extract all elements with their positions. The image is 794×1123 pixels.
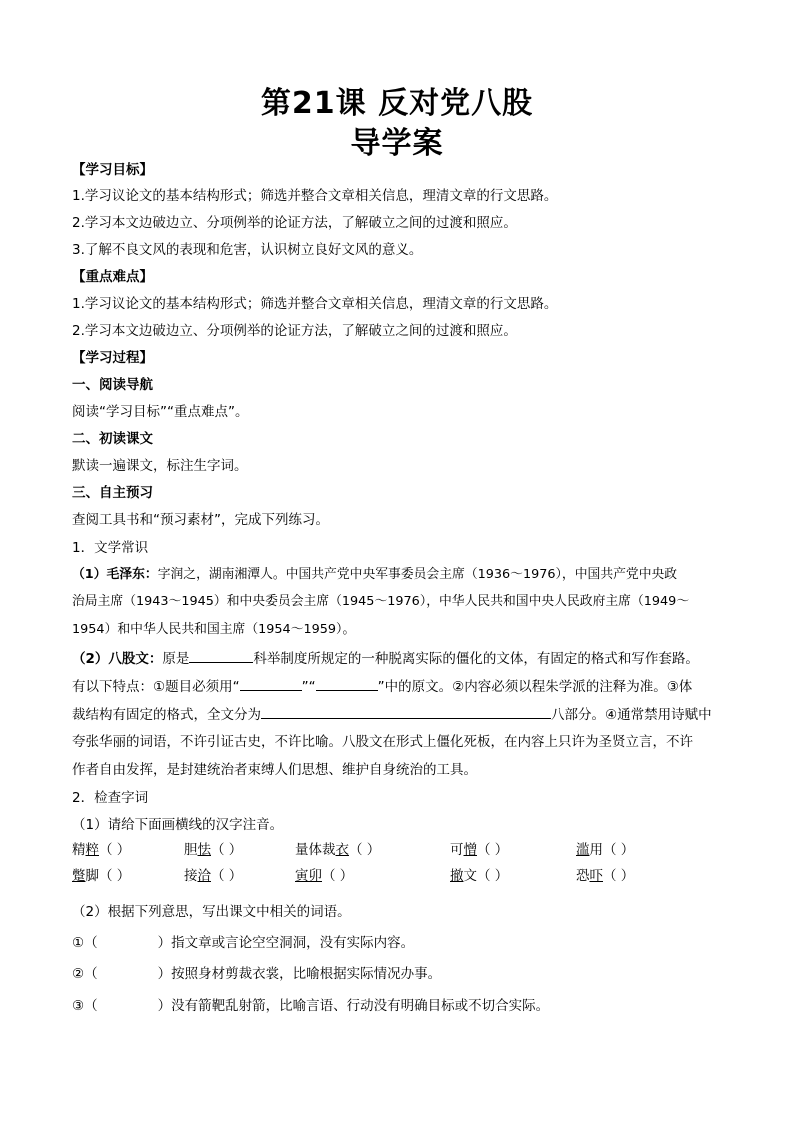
bagu-label: （2）八股文： — [72, 651, 163, 667]
bagu-line-4: 夸张华丽的词语，不许引证古史，不许比喻。八股文在形式上僵化死板，在内容上只许为圣贤立言，不许 — [72, 734, 693, 750]
check-heading: 2．检查字词 — [72, 790, 149, 806]
goal-item: 2.学习本文边破边立、分项例举的论证方法，了解破立之间的过渡和照应。 — [72, 215, 517, 231]
fill-blank[interactable] — [189, 648, 253, 663]
pinyin-item[interactable]: 精粹（ ） — [72, 842, 131, 858]
bagu-line-1: （2）八股文：原是 科举制度所规定的一种脱离实际的僵化的文体，有固定的格式和写作套路。 — [72, 648, 699, 669]
key-heading: 【重点难点】 — [72, 269, 153, 285]
lesson-subtitle: 导学案 — [350, 126, 444, 161]
key-item: 1.学习议论文的基本结构形式；筛选并整合文章相关信息，理清文章的行文思路。 — [72, 296, 558, 312]
fill-blank[interactable] — [261, 704, 551, 719]
step3-heading: 三、自主预习 — [72, 485, 153, 501]
pinyin-item[interactable]: 恐吓（ ） — [576, 868, 635, 884]
mao-line-2: 治局主席（1943～1945）和中央委员会主席（1945～1976），中华人民共和国中央人民政府主席（1949～ — [72, 594, 690, 609]
pinyin-item[interactable]: 蹩脚（ ） — [72, 868, 131, 884]
mao-line-3: 1954）和中华人民共和国主席（1954～1959）。 — [72, 622, 356, 637]
process-heading: 【学习过程】 — [72, 350, 153, 366]
words-heading: （2）根据下列意思，写出课文中相关的词语。 — [72, 904, 351, 920]
word-item[interactable]: ②（ ）按照身材剪裁衣裳，比喻根据实际情况办事。 — [72, 966, 442, 982]
bagu-line-3: 裁结构有固定的格式，全文分为 八部分。④通常禁用诗赋中 — [72, 704, 712, 725]
mao-line-1: （1）毛泽东：字润之，湖南湘潭人。中国共产党中央军事委员会主席（1936～1976），中国共产党中央政 — [72, 567, 678, 582]
pinyin-item[interactable]: 撤文（ ） — [450, 868, 509, 884]
lesson-title: 第21课 反对党八股 — [260, 86, 534, 121]
step1-heading: 一、阅读导航 — [72, 377, 153, 393]
goal-item: 3.了解不良文风的表现和危害，认识树立良好文风的意义。 — [72, 242, 423, 258]
word-item[interactable]: ①（ ）指文章或言论空空洞洞，没有实际内容。 — [72, 935, 415, 951]
goals-heading: 【学习目标】 — [72, 162, 153, 178]
step2-text: 默读一遍课文，标注生字词。 — [72, 458, 248, 474]
pinyin-item[interactable]: 可憎（ ） — [450, 842, 509, 858]
fill-blank[interactable] — [316, 676, 378, 691]
step3-text: 查阅工具书和“预习素材”，完成下列练习。 — [72, 512, 329, 528]
pinyin-item[interactable]: 滥用（ ） — [576, 842, 635, 858]
pinyin-item[interactable]: 寅卯（ ） — [295, 868, 354, 884]
bagu-line-5: 作者自由发挥，是封建统治者束缚人们思想、维护自身统治的工具。 — [72, 762, 477, 778]
pinyin-item[interactable]: 量体裁衣（ ） — [295, 842, 381, 858]
fill-blank[interactable] — [240, 676, 302, 691]
pinyin-item[interactable]: 接洽（ ） — [184, 868, 243, 884]
pinyin-item[interactable]: 胆怯（ ） — [184, 842, 243, 858]
pinyin-heading: （1）请给下面画横线的汉字注音。 — [72, 817, 284, 833]
word-item[interactable]: ③（ ）没有箭靶乱射箭，比喻言语、行动没有明确目标或不切合实际。 — [72, 998, 550, 1014]
literature-heading: 1．文学常识 — [72, 540, 149, 556]
step1-text: 阅读“学习目标”“重点难点”。 — [72, 404, 249, 420]
mao-label: （1）毛泽东： — [72, 567, 158, 582]
bagu-line-2: 有以下特点：①题目必须用“ ”“ ”中的原文。②内容必须以程朱学派的注释为准。③体 — [72, 676, 692, 697]
key-item: 2.学习本文边破边立、分项例举的论证方法，了解破立之间的过渡和照应。 — [72, 323, 517, 339]
goal-item: 1.学习议论文的基本结构形式；筛选并整合文章相关信息，理清文章的行文思路。 — [72, 188, 558, 204]
step2-heading: 二、初读课文 — [72, 431, 153, 447]
